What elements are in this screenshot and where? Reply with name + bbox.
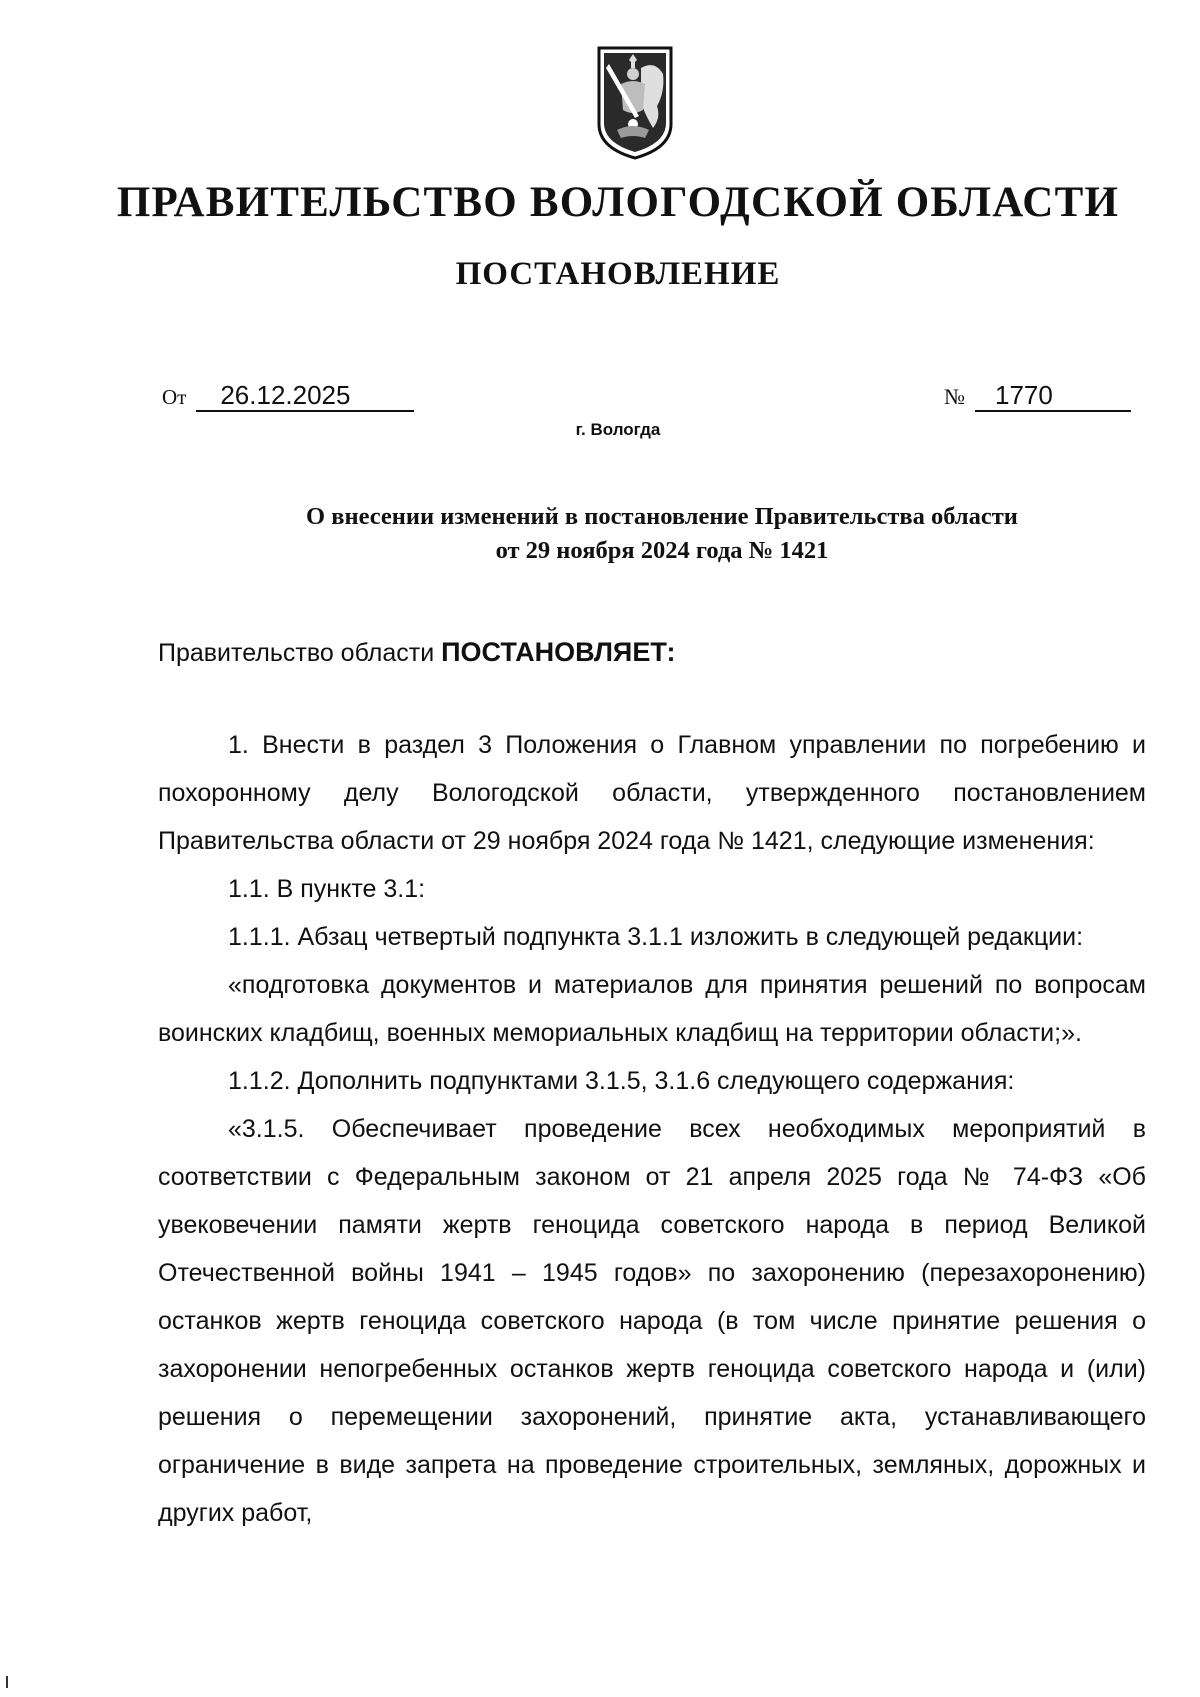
number-prefix: № bbox=[944, 384, 965, 409]
coat-of-arms-icon bbox=[595, 44, 675, 162]
organization-title: ПРАВИТЕЛЬСТВО ВОЛОГОДСКОЙ ОБЛАСТИ bbox=[116, 179, 1120, 226]
paragraph-1-1-2: 1.1.2. Дополнить подпунктами 3.1.5, 3.1.6 следующего содержания: bbox=[228, 1067, 1015, 1095]
preamble-decree-word: ПОСТАНОВЛЯЕТ: bbox=[441, 637, 676, 667]
preamble bbox=[158, 628, 1146, 677]
document-number bbox=[944, 380, 1131, 412]
date-prefix: От bbox=[162, 385, 187, 409]
scan-edge-mark bbox=[0, 1676, 8, 1688]
paragraph-3-1-5: «3.1.5. Обеспечивает проведение всех необходимых мероприятий в соответствии с Федеральным законом от 21 апреля 2025 года № 74-ФЗ «Об увековечении памяти жертв геноцида советского народа в период Великой Отечественной войны 1941 – 1945 годов» по захоронению (перезахоронению) останков жертв геноцида советского народа (в том числе принятие решения о захоронении непогребенных останков жертв геноцида советского народа и (или) решения о перемещении захоронений, принятие акта, устанавливающего ограничение в виде запрета на проведение строительных, земляных, дорожных и других работ, bbox=[158, 1115, 1146, 1527]
document-date bbox=[162, 380, 414, 412]
document-subject bbox=[150, 500, 1138, 568]
paragraph-1: 1. Внести в раздел 3 Положения о Главном управлении по погребению и похоронному делу Вологодской области, утвержденного постановлением Правительства области от 29 ноября 2024 года № 1421, следующие изменения: bbox=[158, 731, 1146, 855]
city-name: г. Вологда bbox=[575, 420, 661, 439]
date-value: 26.12.2025 bbox=[196, 380, 414, 412]
preamble-text: Правительство области bbox=[158, 639, 435, 667]
document-body bbox=[158, 721, 1146, 1537]
document-type-title: ПОСТАНОВЛЕНИЕ bbox=[455, 256, 781, 292]
paragraph-1-1: 1.1. В пункте 3.1: bbox=[228, 875, 426, 903]
number-value: 1770 bbox=[975, 380, 1131, 412]
subject-line-1: О внесении изменений в постановление Правительства области bbox=[306, 503, 1018, 530]
paragraph-1-1-1: 1.1.1. Абзац четвертый подпункта 3.1.1 изложить в следующей редакции: bbox=[228, 923, 1084, 951]
paragraph-quoted-1: «подготовка документов и материалов для принятия решений по вопросам воинских кладбищ, военных мемориальных кладбищ на территории области;». bbox=[158, 971, 1146, 1047]
subject-line-2: от 29 ноября 2024 года № 1421 bbox=[495, 537, 829, 564]
